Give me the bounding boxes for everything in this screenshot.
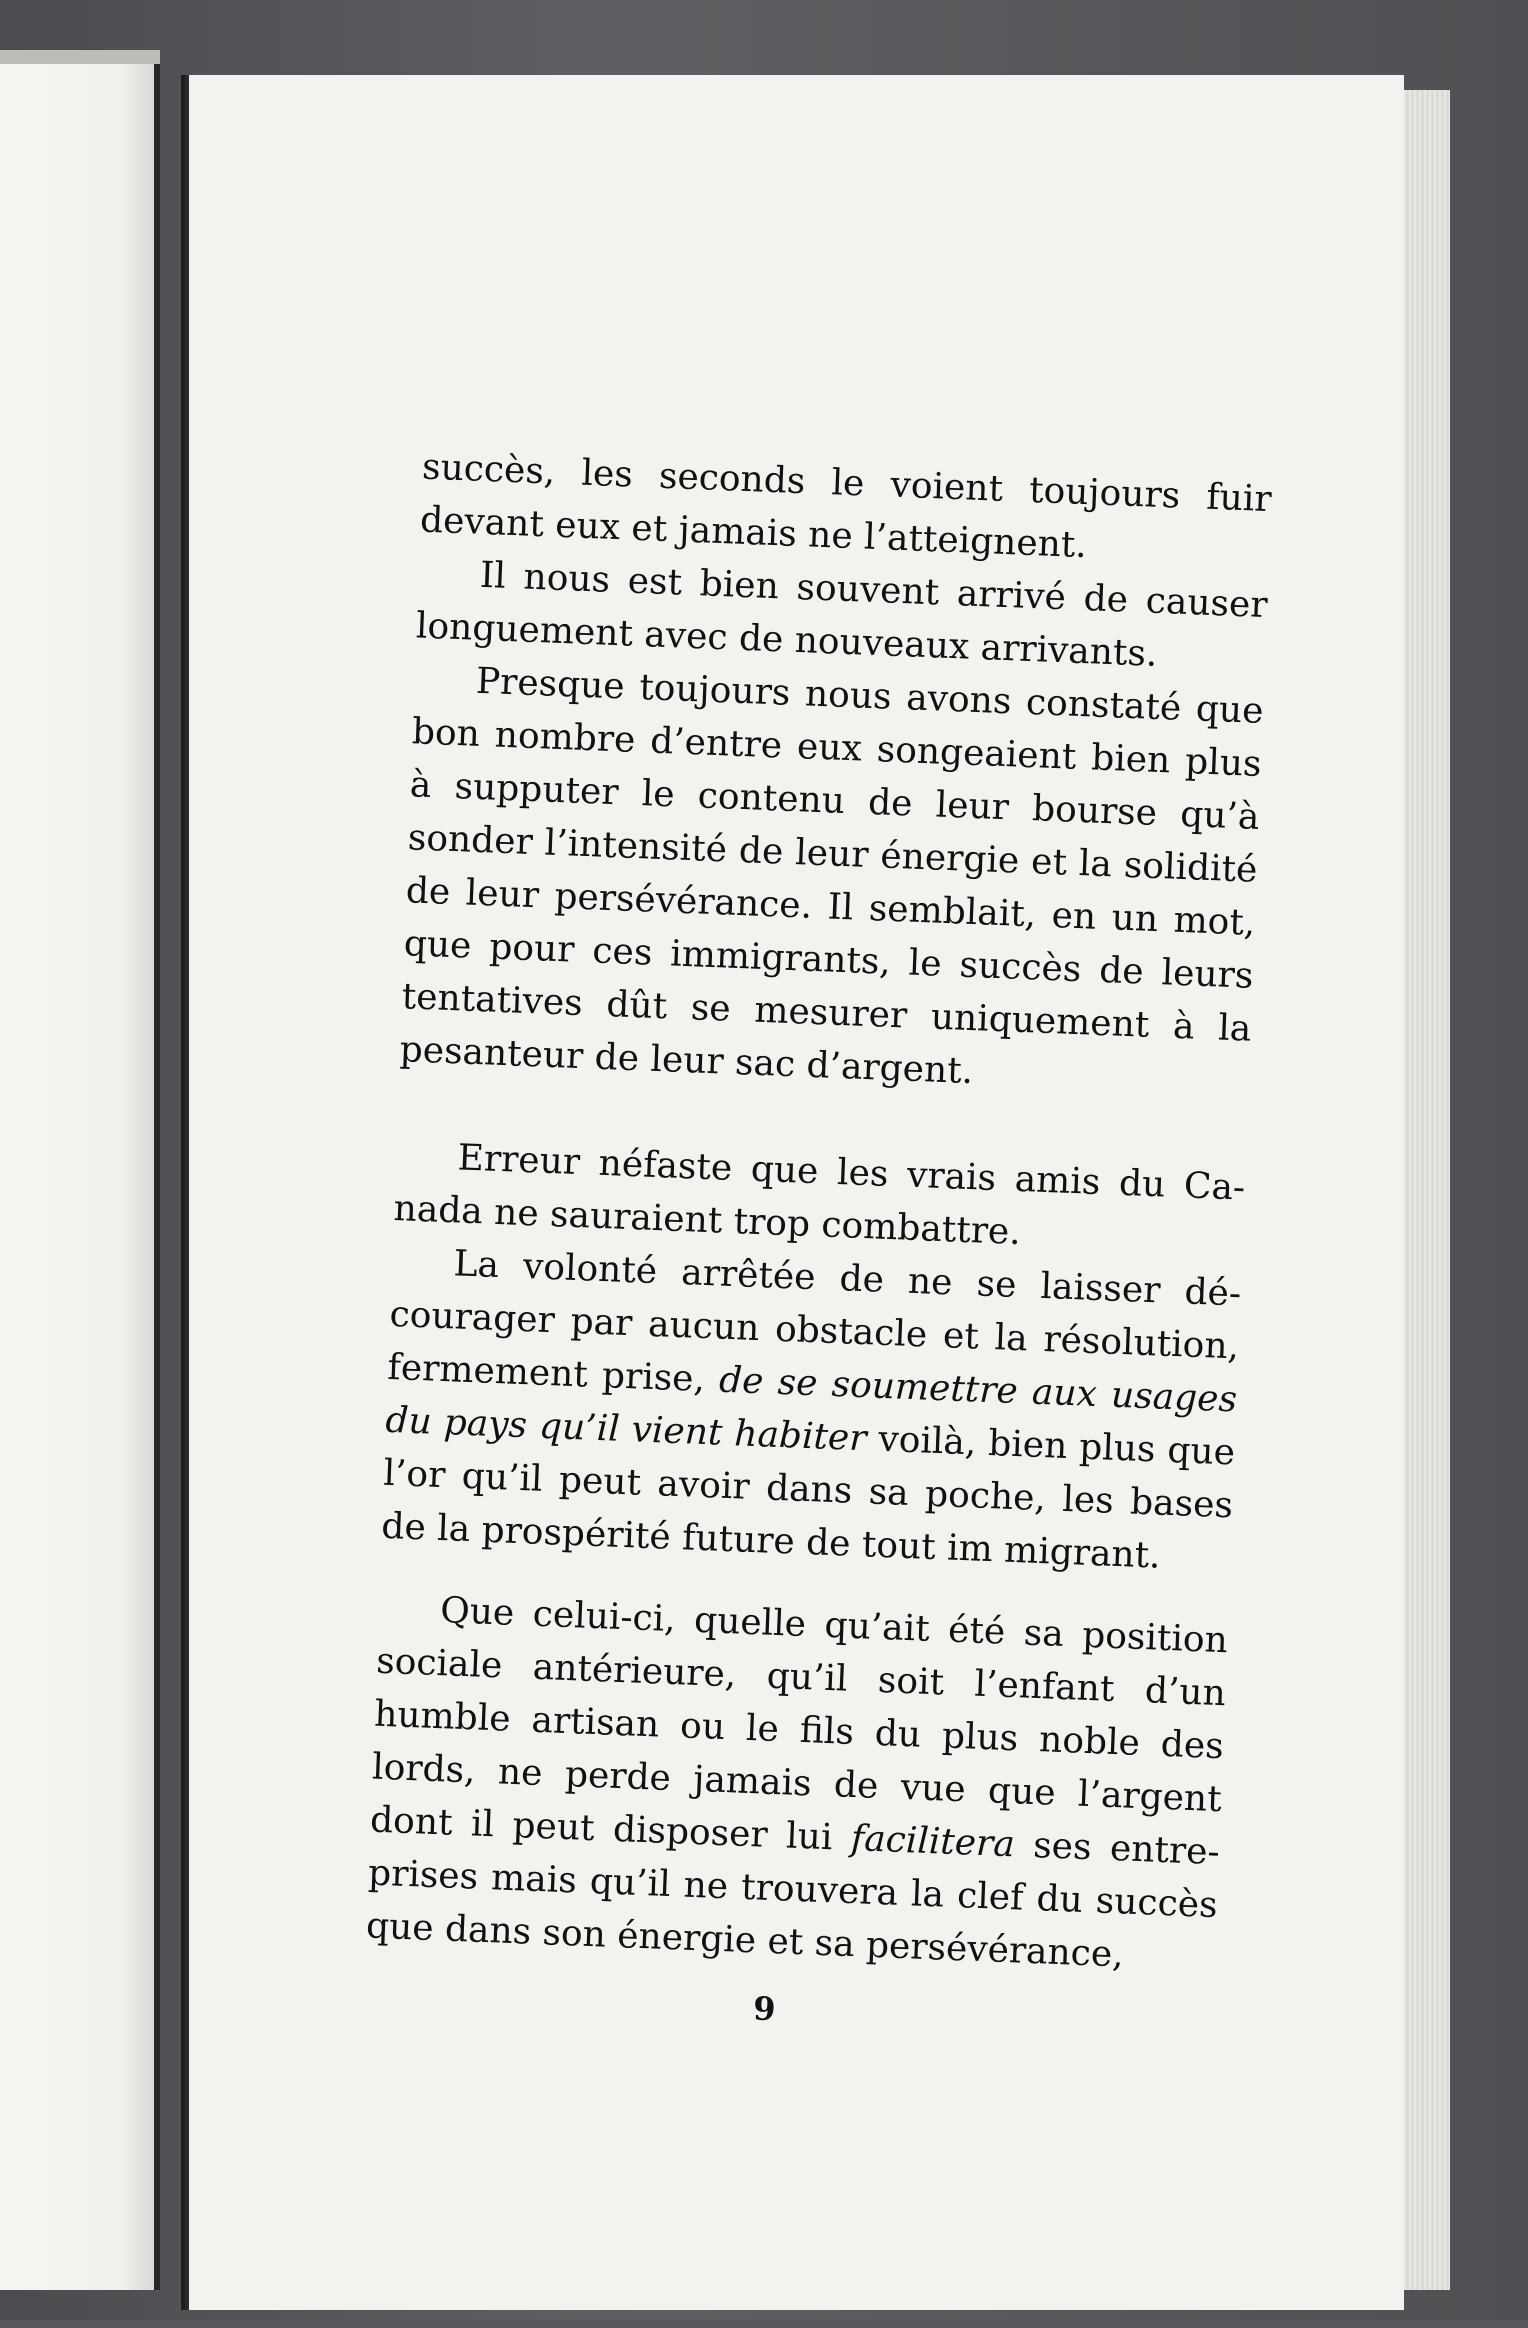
paragraph-text: La volonté arrêtée de ne se laisser dé- courager par aucun obstacle et la résolution, fermement prise, [386,1243,1242,1401]
paragraph [365,1582,1229,1985]
paragraph-text: Erreur néfaste que les vrais amis du Ca- nada ne sauraient trop combattre. [392,1137,1246,1254]
paragraph [399,652,1265,1108]
paragraph-text: voilà, bien plus que l’or qu’il peut avoir dans sa poche, les bases de la prospérité future de tout im migrant. [380,1418,1236,1577]
italic-text: de se soumettre aux usages du pays qu’il vient habiter [384,1359,1238,1460]
paragraph-text: succès, les seconds le voient toujours fuir devant eux et jamais ne l’atteignent. [419,446,1273,567]
paragraph-text: Presque toujours nous avons constaté que bon nombre d’entre eux songeaient bien plus à supputer le contenu de leur bourse qu’à sonder l’intensité de leur énergie et la solidité de leur persévérance. Il semblait, en un mot, que pour ces immigrants, le succès de leurs tentatives dût se mesurer uniquement à la pesanteur de leur sac d’argent. [399,660,1265,1093]
book-page [185,75,1404,2310]
paragraph-text: Que celui-ci, quelle qu’ait été sa position sociale antérieure, qu’il soit l’enfant d’un humble artisan ou le fils du plus noble des lords, ne perde jamais de vue que l’argent dont il peut disposer lui [369,1590,1229,1859]
paragraph-text: Il nous est bien souvent arrivé de causer longuement avec de nouveaux arrivants. [415,554,1269,675]
italic-text: facilitera [850,1817,1016,1866]
paragraph [380,1235,1242,1585]
page-number: 9 [752,1989,777,2029]
paragraph-text: ses entre- prises mais qu’il ne trouvera la clef du succès que dans son énergie et sa persévérance, [365,1824,1221,1976]
page-text-block [142,48,1442,2328]
previous-page-edge [0,50,160,2290]
previous-page-top-edge [0,50,160,64]
